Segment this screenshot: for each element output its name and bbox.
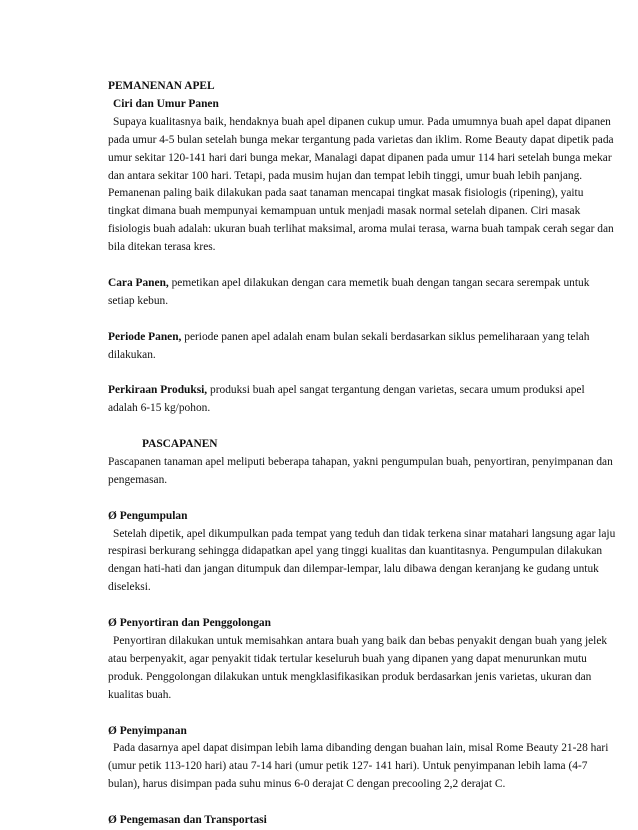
term-label: Periode Panen, [108,330,182,343]
paragraph-text: Pascapanen tanaman apel meliputi beberapa tahapan, yakni pengumpulan buah, penyortiran, penyimpanan dan pengemasan. [108,455,613,486]
paragraph-text: Pada dasarnya apel dapat disimpan lebih lama dibanding dengan buahan lain, misal Rome Beauty 21-28 hari (umur petik 113-120 hari) atau 7-14 hari (umur petik 127- 141 hari). Untuk penyimpanan lebih lama (4-7 bulan), harus disimpan pada suhu minus 6-0 derajat C dengan precooling 2,2 derajat C. [108,742,609,791]
section-paragraph [108,329,616,365]
paragraph-text: Supaya kualitasnya baik, hendaknya buah apel dipanen cukup umur. Pada umumnya buah apel dapat dipanen pada umur 4-5 bulan setelah bunga mekar tergantung pada varietas dan iklim. Rome Beauty dapat dipetik pada umur sekitar 120-141 hari dari bunga mekar, Manalagi dapat dipanen pada umur 114 hari setelah bunga mekar dan antara sekitar 100 hari. Tetapi, pada musim hujan dan tempat lebih tinggi, umur buah lebih panjang. Pemanenan paling baik dilakukan pada saat tanaman mencapai tingkat masak fisiologis (ripening), yaitu tingkat dimana buah mempunyai kemampuan untuk menjadi masak normal setelah dipanen. Ciri masak fisiologis buah adalah: ukuran buah terlihat maksimal, aroma mulai terasa, warna buah tampak cerah segar dan bila ditekan terasa kres. [108,115,614,254]
section-pengemasan [108,812,616,830]
paragraph-text: pemetikan apel dilakukan dengan cara memetik buah dengan tangan secara serempak untuk setiap kebun. [108,276,590,307]
paragraph-text: Setelah dipetik, apel dikumpulkan pada tempat yang teduh dan tidak terkena sinar matahari langsung agar laju respirasi berkurang sehingga didapatkan apel yang tinggi kualitas dan kuantitasnya. Pengumpulan dilakukan dengan hati-hati dan jangan ditumpuk dan dilempar-lempar, lalu dibawa dengan keranjang ke gudang untuk diseleksi. [108,527,616,594]
section-perkiraan-produksi [108,382,616,418]
term-label: Cara Panen, [108,276,169,289]
section-paragraph [108,526,616,598]
section-periode-panen [108,329,616,365]
section-penyimpanan [108,723,616,795]
section-pascapanen [108,436,616,490]
section-paragraph [108,275,616,311]
section-penyortiran [108,615,616,705]
paragraph-text: periode panen apel adalah enam bulan sekali berdasarkan siklus pemeliharaan yang telah dilakukan. [108,330,590,361]
section-paragraph [108,633,616,705]
section-cara-panen [108,275,616,311]
section-title: Ø Penyimpanan [108,724,187,737]
section-paragraph [108,382,616,418]
section-subtitle: Ciri dan Umur Panen [113,97,219,110]
paragraph-text: produksi buah apel sangat tergantung dengan varietas, secara umum produksi apel adalah 6-15 kg/pohon. [108,384,585,415]
paragraph-text: Penyortiran dilakukan untuk memisahkan antara buah yang baik dan bebas penyakit dengan buah yang jelek atau berpenyakit, agar penyakit tidak tertular keseluruh buah yang dipanen yang dapat menurunkan mutu produk. Penggolongan dilakukan untuk mengklasifikasikan produk berdasarkan jenis varietas, ukuran dan kualitas buah. [108,635,608,701]
section-title: PEMANENAN APEL [108,80,215,92]
section-paragraph [108,114,616,257]
section-pengumpulan [108,508,616,598]
term-label: Perkiraan Produksi, [108,384,208,397]
section-title: Ø Pengemasan dan Transportasi [108,814,267,827]
section-title: Ø Penyortiran dan Penggolongan [108,617,271,630]
section-title: Ø Pengumpulan [108,509,188,522]
section-title: PASCAPANEN [142,438,218,451]
section-pemanenan [108,78,616,257]
section-paragraph [108,740,616,794]
